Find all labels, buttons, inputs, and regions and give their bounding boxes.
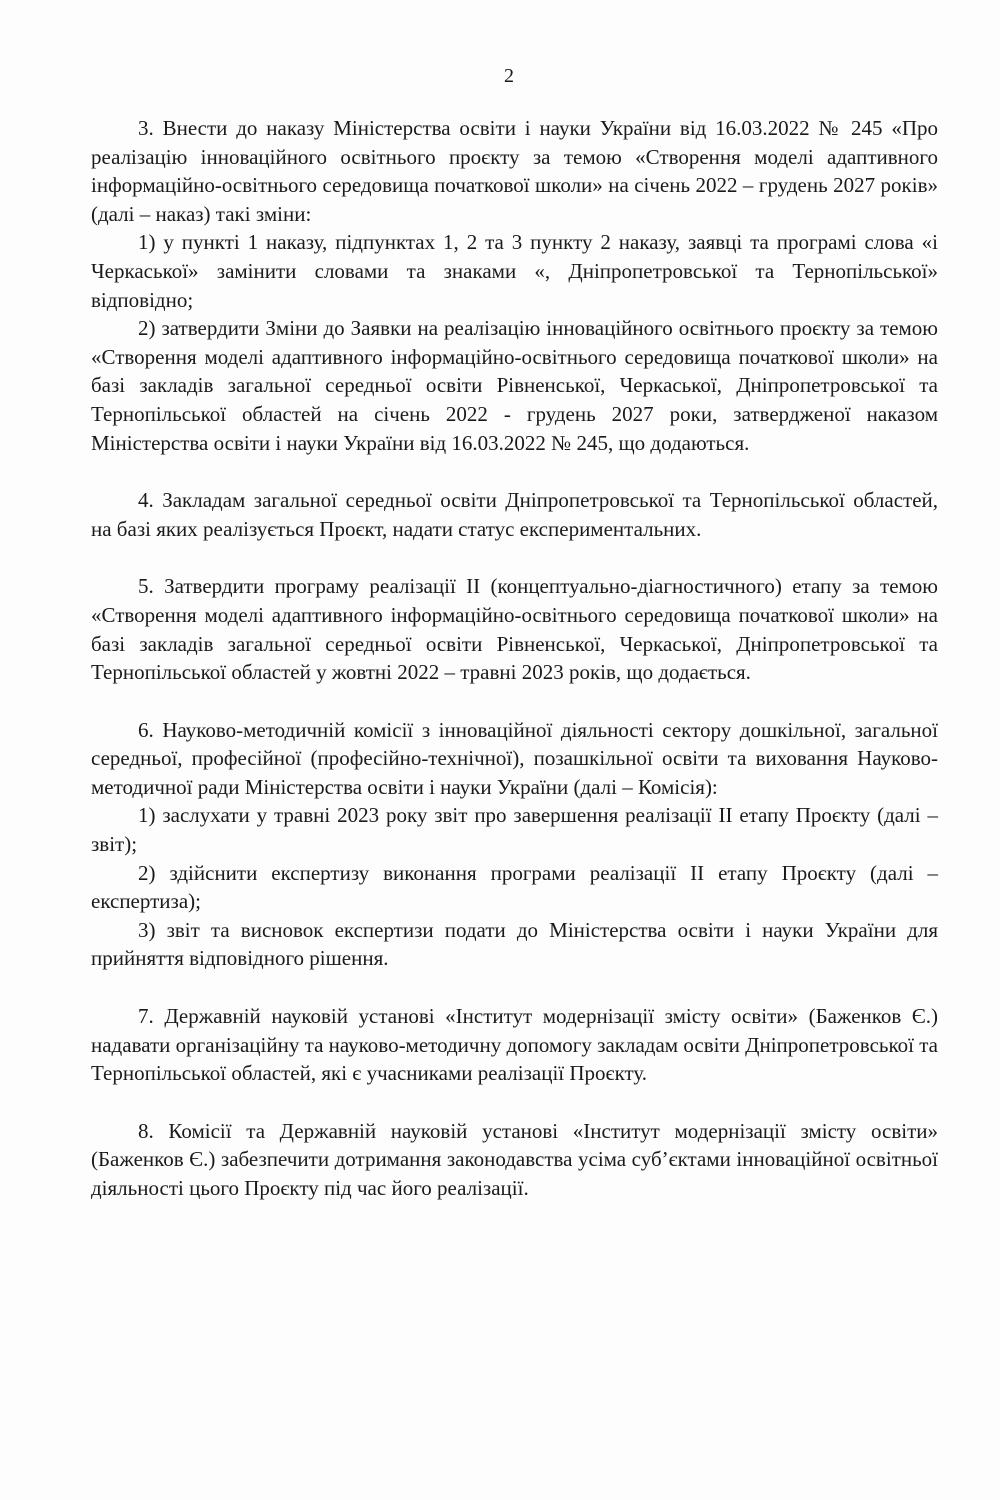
- paragraph-6-item-2: 2) здійснити експертизу виконання програми реалізації II етапу Проєкту (далі – експертиза);: [91, 860, 938, 914]
- paragraph-5: 5. Затвердити програму реалізації II (концептуально-діагностичного) етапу за темою «Створення моделі адаптивного інформаційно-освітнього середовища початкової школи» на базі закладів загальної середньої освіти Рівненської, Черкаської, Дніпропетровської та Тернопільської областей у жовтні 2022 – травні 2023 років, що додається.: [91, 574, 938, 685]
- paragraph-6-intro: 6. Науково-методичній комісії з інноваційної діяльності сектору дошкільної, загальної середньої, професійної (професійно-технічної), позашкільної освіти та виховання Науково-методичної ради Міністерства освіти і науки України (далі – Комісія):: [91, 717, 938, 799]
- paragraph-6-item-3: 3) звіт та висновок експертизи подати до Міністерства освіти і науки України для прийняття відповідного рішення.: [91, 917, 938, 971]
- paragraph-3-intro: 3. Внести до наказу Міністерства освіти і науки України від 16.03.2022 № 245 «Про реалізацію інноваційного освітнього проєкту за темою «Створення моделі адаптивного інформаційно-освітнього середовища початкової школи» на січень 2022 – грудень 2027 років» (далі – наказ) такі зміни:: [91, 116, 938, 226]
- document-body: [91, 114, 938, 1203]
- paragraph-7: 7. Державній науковій установі «Інститут модернізації змісту освіти» (Баженков Є.) надавати організаційну та науково-методичну допомогу закладам освіти Дніпропетровської та Тернопільської областей, які є учасниками реалізації Проєкту.: [91, 1004, 938, 1086]
- paragraph-8: 8. Комісії та Державній науковій установі «Інститут модернізації змісту освіти» (Баженков Є.) забезпечити дотримання законодавства усіма суб’єктами інноваційної освітньої діяльності цього Проєкту під час його реалізації.: [91, 1118, 938, 1200]
- paragraph-3-item-2: 2) затвердити Зміни до Заявки на реалізацію інноваційного освітнього проєкту за темою «Створення моделі адаптивного інформаційно-освітнього середовища початкової школи» на базі закладів загальної середньої освіти Рівненської, Черкаської, Дніпропетровської та Тернопільської областей на січень 2022 - грудень 2027 роки, затвердженої наказом Міністерства освіти і науки України від 16.03.2022 № 245, що додаються.: [91, 316, 938, 455]
- paragraph-6-item-1: 1) заслухати у травні 2023 року звіт про завершення реалізації II етапу Проєкту (далі – звіт);: [91, 803, 938, 857]
- page-number: 2: [504, 65, 514, 87]
- paragraph-4: 4. Закладам загальної середньої освіти Дніпропетровської та Тернопільської областей, на базі яких реалізується Проєкт, надати статус експериментальних.: [91, 488, 938, 541]
- paragraph-3-item-1: 1) у пункті 1 наказу, підпунктах 1, 2 та 3 пункту 2 наказу, заявці та програмі слова «і Черкаської» замінити словами та знаками «, Дніпропетровської та Тернопільської» відповідно;: [91, 230, 938, 312]
